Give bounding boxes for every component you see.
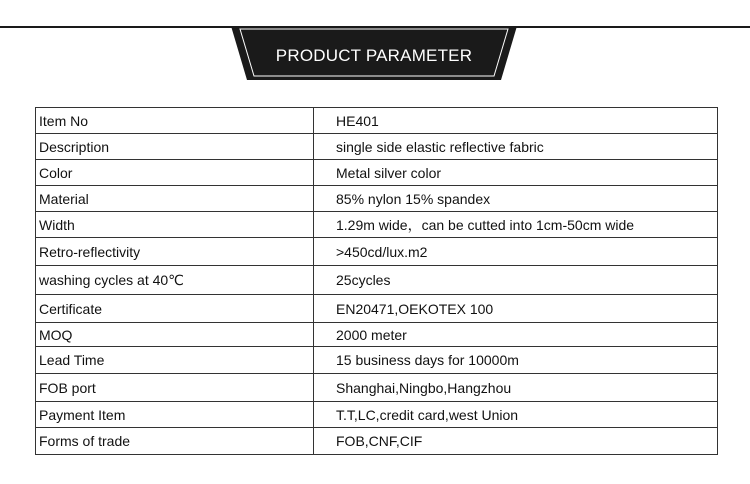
row-label: washing cycles at 40℃ — [36, 266, 314, 295]
parameter-table — [35, 107, 718, 455]
row-value: 1.29m wide，can be cutted into 1cm-50cm wide — [314, 212, 718, 238]
table-row — [36, 108, 718, 134]
row-value: T.T,LC,credit card,west Union — [314, 402, 718, 428]
table-row — [36, 347, 718, 374]
table-row — [36, 402, 718, 428]
row-value: >450cd/lux.m2 — [314, 238, 718, 266]
row-value: single side elastic reflective fabric — [314, 134, 718, 160]
page-title: PRODUCT PARAMETER — [275, 46, 473, 65]
header-divider-right — [508, 26, 750, 28]
row-value: Shanghai,Ningbo,Hangzhou — [314, 374, 718, 402]
row-label: Retro-reflectivity — [36, 238, 314, 266]
row-value: HE401 — [314, 108, 718, 134]
row-value: FOB,CNF,CIF — [314, 428, 718, 455]
row-label: Color — [36, 160, 314, 186]
row-value: 2000 meter — [314, 323, 718, 347]
row-label: MOQ — [36, 323, 314, 347]
row-label: Lead Time — [36, 347, 314, 374]
table-row — [36, 323, 718, 347]
row-label: Item No — [36, 108, 314, 134]
row-value: 85% nylon 15% spandex — [314, 186, 718, 212]
title-banner — [231, 26, 517, 80]
row-label: Certificate — [36, 295, 314, 323]
table-row — [36, 266, 718, 295]
row-value: Metal silver color — [314, 160, 718, 186]
table-row — [36, 374, 718, 402]
row-label: Material — [36, 186, 314, 212]
table-row — [36, 134, 718, 160]
row-value: 25cycles — [314, 266, 718, 295]
header-divider-left — [0, 26, 240, 28]
table-row — [36, 428, 718, 455]
row-value: 15 business days for 10000m — [314, 347, 718, 374]
row-label: Description — [36, 134, 314, 160]
table-row — [36, 160, 718, 186]
table-row — [36, 238, 718, 266]
row-label: Width — [36, 212, 314, 238]
row-label: Payment Item — [36, 402, 314, 428]
table-row — [36, 212, 718, 238]
row-label: Forms of trade — [36, 428, 314, 455]
table-row — [36, 186, 718, 212]
row-value: EN20471,OEKOTEX 100 — [314, 295, 718, 323]
row-label: FOB port — [36, 374, 314, 402]
table-row — [36, 295, 718, 323]
